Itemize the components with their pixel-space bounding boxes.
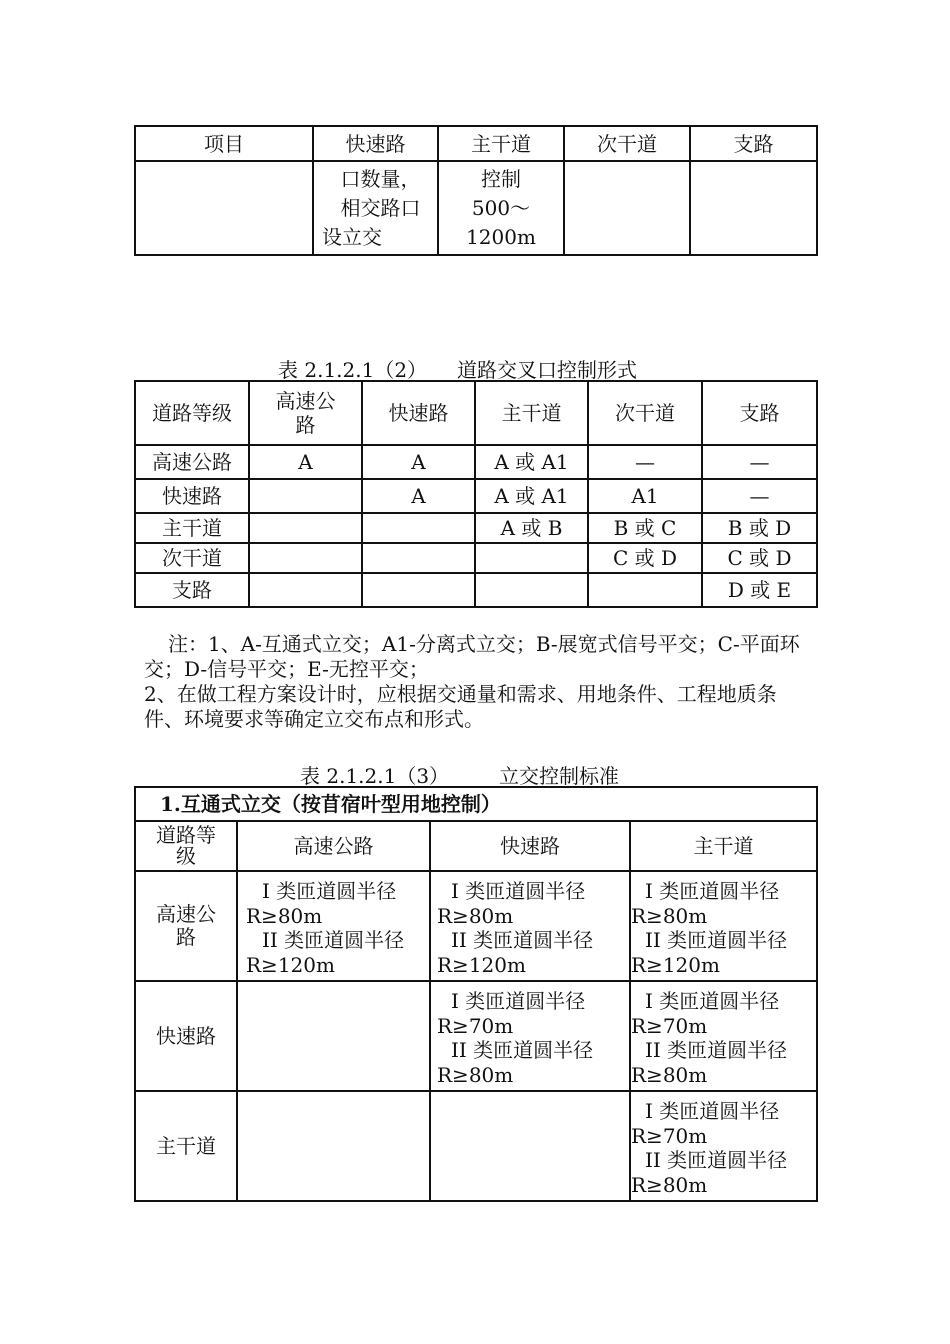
table2-row-label: 主干道 [135, 513, 249, 543]
table2-cell: A 或 B [475, 513, 588, 543]
ramp-II-text: II 类匝道圆半径 [645, 1038, 788, 1062]
table1-text-line: 控制 [481, 166, 521, 191]
ramp-radius: R≥120m [437, 953, 526, 977]
ramp-II-text: II 类匝道圆半径 [645, 928, 788, 952]
ramp-radius: R≥120m [631, 953, 720, 977]
table3-cell-expressway-arterial [630, 981, 817, 1091]
table3-header-expressway: 快速路 [430, 821, 630, 871]
table2-cell [475, 573, 588, 607]
table2-cell: B 或 C [588, 513, 702, 543]
ramp-radius: R≥120m [246, 953, 335, 977]
table1-text-line: 相交路口 [340, 195, 421, 220]
table3-header-line: 级 [176, 844, 196, 868]
table2-header-expressway: 快速路 [362, 381, 475, 445]
table1-cell-empty [690, 161, 817, 255]
ramp-radius: R≥70m [437, 1014, 514, 1038]
table2-cell: A [249, 445, 362, 479]
table2-header-arterial: 主干道 [475, 381, 588, 445]
ramp-I-text: I 类匝道圆半径 [645, 1099, 780, 1123]
ramp-II-text: II 类匝道圆半径 [451, 928, 594, 952]
table2-cell: C 或 D [588, 543, 702, 573]
ramp-radius: R≥80m [631, 1173, 708, 1197]
table2-cell: A1 [588, 479, 702, 513]
table3-header-highway: 高速公路 [237, 821, 430, 871]
ramp-radius: R≥70m [631, 1014, 708, 1038]
note-line-1: 注：1、A-互通式立交；A1-分离式立交；B-展宽式信号平交；C-平面环交；D-信号平交；E-无控平交； [144, 632, 800, 681]
table3-header-grade [135, 821, 237, 871]
ramp-II-text: II 类匝道圆半径 [262, 928, 405, 952]
table3-cell-highway-arterial [630, 871, 817, 981]
table2-cell [588, 573, 702, 607]
table3-label-line: 路 [176, 925, 196, 949]
table2-cell [362, 573, 475, 607]
table1-text-line: 500～ [471, 195, 531, 220]
table2-cell: A [362, 445, 475, 479]
table1-header-arterial: 主干道 [438, 126, 564, 161]
table-3 [134, 786, 818, 1202]
table3-cell-empty [237, 1091, 430, 1201]
ramp-radius: R≥80m [631, 1063, 708, 1087]
table2-header-grade: 道路等级 [135, 381, 249, 445]
table1-cell-arterial [438, 161, 564, 255]
table-2 [134, 380, 818, 608]
ramp-II-text: II 类匝道圆半径 [645, 1148, 788, 1172]
table3-row-label-arterial: 主干道 [135, 1091, 237, 1201]
ramp-I-text: I 类匝道圆半径 [262, 879, 397, 903]
table1-cell-expressway [313, 161, 438, 255]
table2-header-line: 高速公 [275, 389, 336, 413]
ramp-II-text: II 类匝道圆半径 [451, 1038, 594, 1062]
table2-cell: — [588, 445, 702, 479]
table3-cell-empty [430, 1091, 630, 1201]
table2-header-branch: 支路 [702, 381, 817, 445]
table2-row-label: 次干道 [135, 543, 249, 573]
ramp-radius: R≥80m [437, 904, 514, 928]
table2-header-line: 路 [295, 413, 316, 437]
table1-cell-empty [564, 161, 690, 255]
table3-caption: 表 2.1.2.1（3） 立交控制标准 [300, 764, 620, 788]
table2-cell: A 或 A1 [475, 445, 588, 479]
table1-text-line: 口数量， [340, 166, 421, 191]
ramp-I-text: I 类匝道圆半径 [451, 989, 586, 1013]
note-line-2: 2、在做工程方案设计时，应根据交通量和需求、用地条件、工程地质条件、环境要求等确定立交布点和形式。 [144, 682, 777, 731]
table3-section-title: 1.互通式立交（按苜宿叶型用地控制） [135, 787, 817, 821]
table2-cell [249, 573, 362, 607]
table3-header-line: 道路等 [156, 823, 216, 847]
table1-header-branch: 支路 [690, 126, 817, 161]
table2-cell: A [362, 479, 475, 513]
ramp-radius: R≥80m [631, 904, 708, 928]
ramp-I-text: I 类匝道圆半径 [645, 989, 780, 1013]
table1-text-line: 设立交 [322, 224, 382, 249]
table1-text-line: 1200m [466, 224, 536, 249]
table2-cell: C 或 D [702, 543, 817, 573]
table2-caption: 表 2.1.2.1（2） 道路交叉口控制形式 [278, 358, 638, 382]
ramp-radius: R≥80m [246, 904, 323, 928]
table3-row-label-expressway: 快速路 [135, 981, 237, 1091]
table3-header-arterial: 主干道 [630, 821, 817, 871]
table2-cell [362, 513, 475, 543]
ramp-I-text: I 类匝道圆半径 [451, 879, 586, 903]
table2-cell: B 或 D [702, 513, 817, 543]
table3-cell-expressway-expressway [430, 981, 630, 1091]
table3-cell-empty [237, 981, 430, 1091]
table2-row-label: 高速公路 [135, 445, 249, 479]
table2-cell: D 或 E [702, 573, 817, 607]
table2-notes [144, 632, 812, 732]
table1-cell-empty [135, 161, 313, 255]
table2-cell [362, 543, 475, 573]
table3-label-line: 高速公 [156, 902, 216, 926]
ramp-radius: R≥70m [631, 1124, 708, 1148]
table2-cell: A 或 A1 [475, 479, 588, 513]
table2-cell [249, 543, 362, 573]
ramp-radius: R≥80m [437, 1063, 514, 1087]
table3-row-label-highway [135, 871, 237, 981]
table3-cell-highway-highway [237, 871, 430, 981]
table1-header-secondary: 次干道 [564, 126, 690, 161]
table2-header-highway [249, 381, 362, 445]
table2-cell [249, 479, 362, 513]
table1-header-item: 项目 [135, 126, 313, 161]
table2-header-secondary: 次干道 [588, 381, 702, 445]
table2-row-label: 支路 [135, 573, 249, 607]
table1-header-expressway: 快速路 [313, 126, 438, 161]
table3-cell-highway-expressway [430, 871, 630, 981]
table2-row-label: 快速路 [135, 479, 249, 513]
table-1 [134, 125, 818, 256]
table2-cell [249, 513, 362, 543]
table2-cell: — [702, 445, 817, 479]
ramp-I-text: I 类匝道圆半径 [645, 879, 780, 903]
table3-cell-arterial-arterial [630, 1091, 817, 1201]
table2-cell: — [702, 479, 817, 513]
table2-cell [475, 543, 588, 573]
